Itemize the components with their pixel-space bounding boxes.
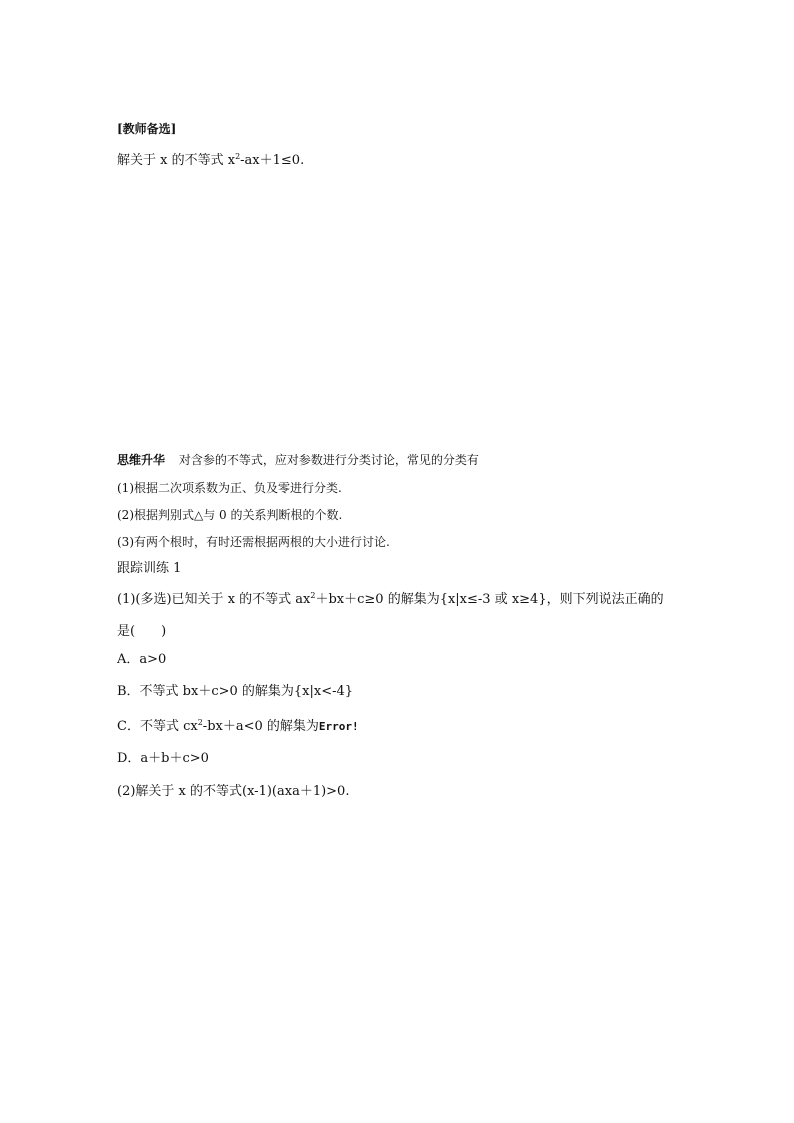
thinking-point-3: (3)有两个根时，有时还需根据两根的大小进行讨论. xyxy=(117,535,390,549)
option-b: B．不等式 bx＋c>0 的解集为{x|x<-4} xyxy=(117,684,354,699)
option-c-error: Error! xyxy=(318,720,359,733)
thinking-point-2: (2)根据判别式△与 0 的关系判断根的个数. xyxy=(117,508,343,522)
problem-1-text-tail: -ax＋1≤0. xyxy=(240,153,305,168)
option-c-text-tail: -bx＋a<0 的解集为 xyxy=(202,719,319,734)
option-d: D．a＋b＋c>0 xyxy=(117,751,209,766)
training-title: 跟踪训练 1 xyxy=(117,561,182,576)
question-2: (2)解关于 x 的不等式(x-1)(axa＋1)>0. xyxy=(117,784,350,799)
option-c-exponent: 2 xyxy=(197,718,203,727)
section-title: [教师备选] xyxy=(117,122,177,136)
problem-1 xyxy=(117,153,304,169)
problem-1-text: 解关于 x 的不等式 x xyxy=(117,153,236,168)
thinking-point-1: (1)根据二次项系数为正、负及零进行分类. xyxy=(117,481,342,495)
option-c-text: C．不等式 cx xyxy=(117,719,198,734)
option-c xyxy=(117,719,359,735)
thinking-summary xyxy=(117,452,479,468)
option-a: A．a>0 xyxy=(117,652,167,667)
question-1-stem-text: (1)(多选)已知关于 x 的不等式 ax xyxy=(117,592,311,607)
problem-1-exponent: 2 xyxy=(235,152,241,161)
thinking-title: 思维升华 xyxy=(117,453,166,467)
question-1-stem-continued: 是( ) xyxy=(117,624,167,639)
question-1-stem xyxy=(117,592,664,608)
question-1-exponent: 2 xyxy=(310,591,316,600)
thinking-lead: 对含参的不等式，应对参数进行分类讨论，常见的分类有 xyxy=(178,453,479,467)
question-1-stem-text-tail: ＋bx＋c≥0 的解集为{x|x≤-3 或 x≥4}，则下列说法正确的 xyxy=(315,592,664,607)
